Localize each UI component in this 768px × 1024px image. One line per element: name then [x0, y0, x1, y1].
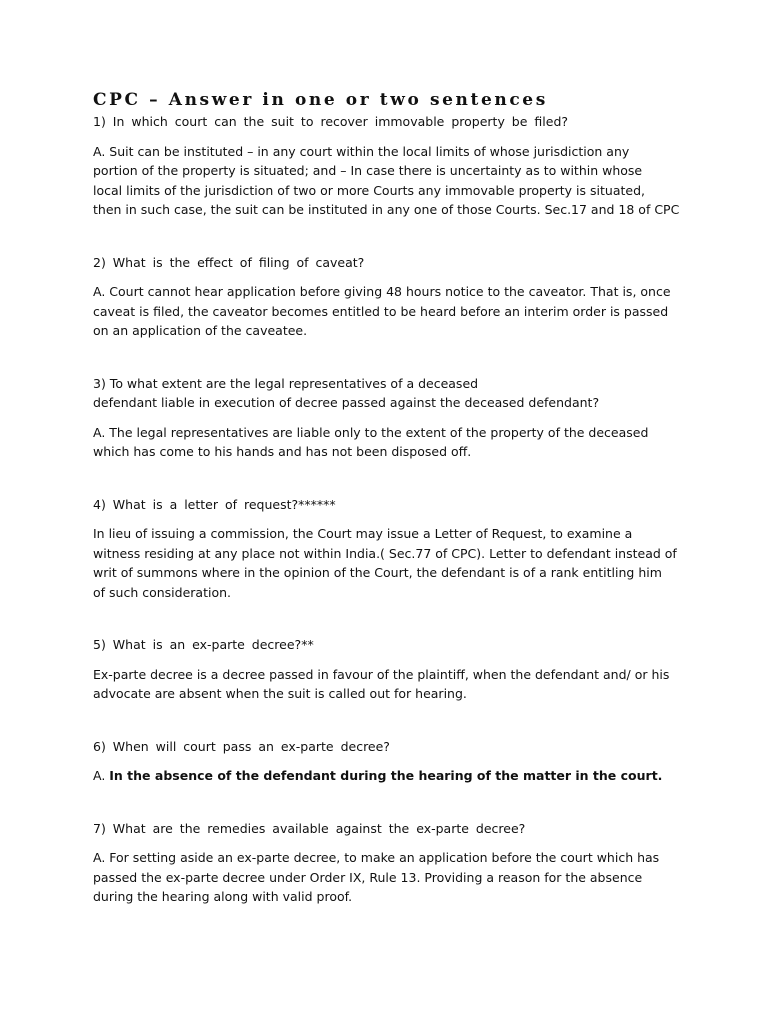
question-line: 1) In which court can the suit to recover immovable property be filed? — [93, 114, 569, 129]
answer-line: on an application of the caveatee. — [93, 323, 308, 338]
answer-6 — [93, 766, 693, 786]
question-2 — [93, 253, 693, 273]
answer-line: A. Court cannot hear application before giving 48 hours notice to the caveator. That is, once — [93, 284, 671, 299]
answer-line: portion of the property is situated; and – In case there is uncertainty as to within whose — [93, 163, 643, 178]
question-line: 3) To what extent are the legal representatives of a deceased — [93, 375, 479, 391]
question-5 — [93, 635, 693, 655]
qa-item-7 — [93, 819, 693, 907]
document-page — [93, 88, 693, 907]
question-line: 2) What is the effect of filing of caveat? — [93, 254, 365, 270]
answer-5 — [93, 665, 693, 704]
answer-prefix: A. — [93, 768, 110, 783]
question-7 — [93, 819, 693, 839]
answer-line: of such consideration. — [93, 584, 231, 600]
question-line: 5) What is an ex-parte decree?** — [93, 637, 314, 652]
question-line: 7) What are the remedies available against the ex-parte decree? — [93, 820, 526, 836]
question-6 — [93, 737, 693, 757]
answer-line: writ of summons where in the opinion of the Court, the defendant is of a rank entitling him — [93, 565, 662, 580]
answer-line: A. The legal representatives are liable only to the extent of the property of the deceased — [93, 424, 649, 440]
answer-line: caveat is filed, the caveator becomes entitled to be heard before an interim order is passed — [93, 303, 669, 319]
qa-item-6 — [93, 737, 693, 786]
question-line: defendant liable in execution of decree passed against the deceased defendant? — [93, 395, 600, 410]
answer-2 — [93, 282, 693, 341]
question-line: 4) What is a letter of request?****** — [93, 496, 336, 512]
answer-line: Ex-parte decree is a decree passed in favour of the plaintiff, when the defendant and/ or his — [93, 666, 670, 682]
answer-line: local limits of the jurisdiction of two or more Courts any immovable property is situated, — [93, 182, 645, 198]
answer-line: passed the ex-parte decree under Order IX, Rule 13. Providing a reason for the absence — [93, 869, 643, 885]
question-3 — [93, 374, 693, 413]
question-line: 6) When will court pass an ex-parte decree? — [93, 738, 390, 754]
question-4 — [93, 495, 693, 515]
answer-line: In lieu of issuing a commission, the Court may issue a Letter of Request, to examine a — [93, 526, 633, 541]
qa-item-4 — [93, 495, 693, 603]
answer-line: which has come to his hands and has not been disposed off. — [93, 444, 472, 459]
answer-1 — [93, 142, 693, 220]
answer-line — [93, 766, 693, 786]
qa-item-2 — [93, 253, 693, 341]
answer-line: witness residing at any place not within India.( Sec.77 of CPC). Letter to defendant instead of — [93, 545, 677, 561]
answer-3 — [93, 423, 693, 462]
answer-line: A. For setting aside an ex-parte decree, to make an application before the court which has — [93, 850, 660, 865]
answer-line: advocate are absent when the suit is called out for hearing. — [93, 686, 467, 701]
qa-item-1 — [93, 112, 693, 220]
page-title: CPC – Answer in one or two sentences — [93, 90, 548, 110]
answer-line: then in such case, the suit can be instituted in any one of those Courts. Sec.17 and 18 of CPC — [93, 202, 680, 217]
answer-bold-text: In the absence of the defendant during the hearing of the matter in the court. — [109, 768, 663, 783]
answer-line: A. Suit can be instituted – in any court within the local limits of whose jurisdiction any — [93, 143, 630, 159]
question-1 — [93, 112, 693, 132]
answer-4 — [93, 524, 693, 602]
answer-line: during the hearing along with valid proof. — [93, 889, 353, 904]
qa-item-3 — [93, 374, 693, 462]
answer-7 — [93, 848, 693, 907]
qa-item-5 — [93, 635, 693, 704]
